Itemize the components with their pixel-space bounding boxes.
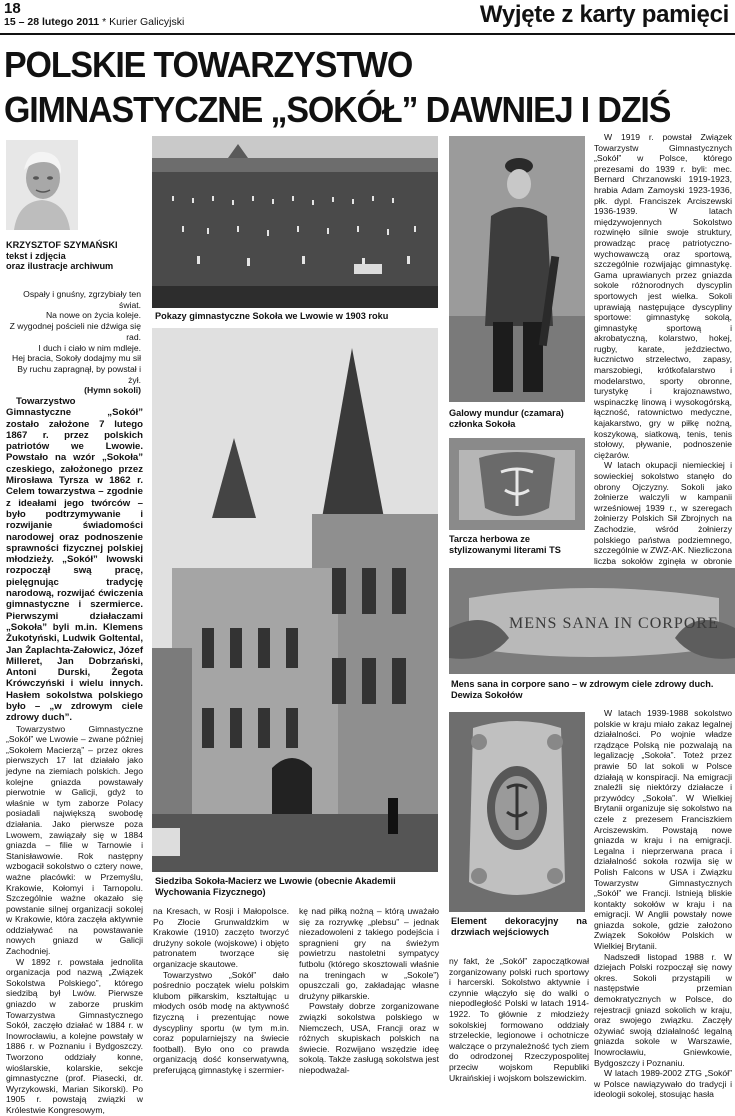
paper-name: Kurier Galicyjski (109, 16, 185, 28)
column-3 (299, 906, 439, 1102)
poem-line: świat. (119, 299, 141, 310)
body-paragraph: W 1919 r. powstał Związek Towarzystw Gimnastycznych „Sokół” w Polsce, którego prezesami do 1939 r. byli: mec. Bernard Chrzanowski 1919-1923, hrabia Adam Zamoyski 1923-1936, płk. dypl. Franciszek Arciszewski 1936-1939. W latach międzywojennych Sokolstwo rozwinęło silnie swoje struktury, prowadząc pracę patriotyczno-wychowawczą oraz sportową, szczególnie rozwijając gimnastykę. Gama uprawianych przez gniazda sokole różnorodnych dyscyplin sportowych jest wielka. Sokoli uprawiają następujące dyscypliny sportowe: gimnastykę sokolą, gimnastykę sportową i akrobatyczną, kolarstwo, hokej, rugby, karate, jeździectwo, łucznictwo strzelectwo, zapasy, marszobiegi, krótkofalarstwo i modelarstwo, sporty obronne, turystykę i krajoznawstwo, wspinaczkę linową i wysokogórską, łączność, ratownictwo medyczne, kajakarstwo, gry w piłkę nożną, koszykową, siatkową, tenis, tenis stołowy, pływanie, podnoszenie ciężarów. (594, 132, 732, 460)
headline (4, 42, 681, 132)
date-text: 15 – 28 lutego 2011 (4, 16, 100, 28)
motto-inscription: MENS SANA IN CORPORE (509, 615, 719, 632)
caption-motto-stone: Mens sana in corpore sano – w zdrowym ciele zdrowy duch. Dewiza Sokołów (451, 679, 714, 700)
photo-gymnastics-show (152, 136, 438, 308)
author-photo (6, 140, 78, 230)
photo-coat-of-arms (449, 438, 585, 530)
caption-gymnastics-show: Pokazy gimnastyczne Sokoła we Lwowie w 1903 roku (155, 311, 389, 321)
issue-date (4, 16, 184, 28)
header-rule (0, 33, 735, 35)
photo-headquarters (152, 328, 438, 872)
headline-line2: GIMNASTYCZNE „SOKÓŁ” DAWNIEJ I DZIŚ (4, 89, 671, 130)
column-2 (153, 906, 289, 1102)
body-paragraph: ny fakt, że „Sokół” zapoczątkował zorganizowany polski ruch sportowy i harcerski. Sokolstwo aktywnie i czynnie włączyło się do walki o niepodległość Polski w latach 1914-1922. To głównie z młodzieży sokolskiej formowano oddziały strzeleckie, legionowe i ochotnicze walczące o przynależność tych ziem do odrodzonej Rzeczypospolitej przeciw wojskom Republiki Ukraińskiej i wojskom bolszewickim. (449, 956, 589, 1083)
caption-coat-of-arms: Tarcza herbowa ze stylizowanymi literami TS (449, 534, 561, 555)
section-title: Wyjęte z karty pamięci (479, 1, 729, 28)
body-paragraph: Towarzystwo Gimnastyczne „Sokół” we Lwowie – zwane później „Sokołem Macierzą” – przez okres pierwszych 17 lat działało jako jedyne na ziemiach polskich. Jego kolejne gniazda powstawały pierwotnie w Galicji, gdyż to właśnie w tym zaborze Polacy posiadali największą swobodę działania. Jako pierwsze poza Lwowem, zawiązały się w 1884 gniazda – filie w Tarnowie i Stanisławowie. Rok następny wzbogacił sokolstwo o cztery nowe, ważne placówki: w Przemyślu, Krakowie, Kołomyi i Tarnopolu. Szczególnie ważne okazało się powstanie silnej organizacji sokolej w Krakowie, która zaczęła aktywnie oddziaływać na powstawanie nowych gniazd w Galicji Zachodniej. (6, 723, 143, 957)
body-paragraph: na Kresach, w Rosji i Małopolsce. Po Złocie Grunwaldzkim w Krakowie (1910) zaczęto tworzyć drużyny sokole (wojskowe) i objęto patronatem tworzące się organizacje skautowe. (153, 906, 289, 969)
page-number: 18 (4, 0, 21, 17)
poem-source: (Hymn sokoli) (84, 385, 141, 396)
body-paragraph: kę nad piłką nożną – którą uważało się za rozrywkę „plebsu” – jednak niezadowoleni z takiego podejścia i spragnieni gry na świeżym powietrzu nastoletni sympatycy futbolu (którego skosztowali właśnie na treningach w „Sokole”) opuszczali go, zakładając własne drużyny piłkarskie. (299, 906, 439, 1001)
body-paragraph: W latach 1939-1988 sokolstwo polskie w kraju miało zakaz legalnej działalności. Po wojnie władze rządzące Polską nie pozwalają na legalizację „Sokoła”. Toteż przez prawie 50 lat sokoli w Polsce działają w konspiracji. Na emigracji znaleźli się niektórzy działacze i przywódcy „Sokoła”. W Wielkiej Brytanii organizuje się sokolstwo na czele z prezesem Franciszkiem Arciszewskim. Powstają nowe gniazda w kraju i na emigracji. Legalna i nieprzerwana praca i działalność sokoła rozwija się w Polish Falcons w USA i Związku Towarzystw Gimnastycznych „Sokół” we Francji. Istnieją bliskie kontakty sokołów w kraju i na emigracji. W Anglii powstały nowe gniazda sokole, gdzie założono Związek Sokołów Polskich w Wielkiej Brytanii. (594, 708, 732, 952)
body-paragraph: W latach okupacji niemieckiej i sowieckiej sokolstwo stanęło do obrony Ojczyzny. Sokoli jako żołnierze walczyli w kampanii wrześniowej 1939 r., w szeregach żołnierzy Polskich Sił Zbrojnych na Zachodzie, wśród żołnierzy polskiego państwa podziemnego, szczególnie w ZWZ-AK. Niezliczona liczba sokołów zginęła w obronie (594, 460, 732, 566)
caption-headquarters: Siedziba Sokoła-Macierz we Lwowie (obecnie Akademii Wychowania Fizycznego) (155, 876, 396, 897)
body-paragraph: Towarzystwo „Sokół” dało pośrednio początek wielu polskim klubom piłkarskim, kształtując u młodych osób modę na aktywność fizyczną i prezentując nowe dyscypliny sportu (w tym m.in. coraz popularniejszy na świecie football). Było ono co prawda organizacją dość konserwatywną, preferującą gimnastykę i szermier- (153, 969, 289, 1075)
poem-line: Z wygodnej pościeli nie dźwiga się rad. (9, 321, 141, 342)
column-5-top (594, 132, 732, 564)
body-paragraph: W latach 1989-2002 ZTG „Sokół” w Polsce nawiązywało do tradycji i ideologii sokolej, stosując hasła (594, 1068, 732, 1100)
photo-door-ornament (449, 712, 585, 912)
author-role-2: oraz ilustracje archiwum (6, 261, 114, 272)
poem-line: By ruchu zapragnął, by powstał i żył. (17, 363, 141, 385)
author-name: KRZYSZTOF SZYMAŃSKI (6, 240, 118, 250)
column-1 (6, 396, 144, 1115)
body-paragraph: W 1892 r. powstała jednolita organizacja pod nazwą „Związek Sokolstwa Polskiego”, którego siedzibą był Lwów. Pierwsze gniazdo w zaborze pruskim Towarzystwa Gimnastycznego Sokół, zaczęło działać w 1884 r. w Inowrocławiu, a kolejne powstały w 1886 r. w Poznaniu i Bydgoszczy. Tworzono oddziały konne, wioślarskie, kolarskie, sekcje gimnastyczne (prof. Piasecki, dr. Wyrzykowski, Marian Sikorski). Po 1905 r. powstają związki w Królestwie Kongresowym, (6, 956, 143, 1115)
caption-door-ornament: Element dekoracyjny na drzwiach wejściowych (451, 916, 587, 937)
column-5-bottom (594, 708, 732, 1102)
separator: * (99, 16, 110, 28)
poem (6, 289, 141, 396)
column-4 (449, 956, 589, 1102)
photo-uniform (449, 136, 585, 402)
poem-line: I duch i ciało w nim mdleje. (38, 342, 141, 353)
poem-line: Ospały i gnuśny, zgrzybiały ten (23, 289, 141, 299)
author-role: tekst i zdjęcia (6, 250, 66, 261)
body-paragraph: Powstały dobrze zorganizowane związki sokolstwa polskiego w Niemczech, USA, Francji oraz w różnych skupiskach polskich na świecie. Rozwijano wszędzie ideę sokolą. Także zasługą sokolstwa jest niepodważal- (299, 1001, 439, 1075)
photo-motto-stone (449, 568, 735, 674)
caption-uniform: Galowy mundur (czamara) członka Sokoła (449, 408, 564, 429)
headline-line1: POLSKIE TOWARZYSTWO (4, 44, 413, 85)
poem-line: Na nowe on życia koleje. (45, 310, 141, 321)
lead-paragraph: Towarzystwo Gimnastyczne „Sokół” zostało założone 7 lutego 1867 r. przez polskich patriotów we Lwowie. Powstało na wzór „Sokoła” czeskiego, założonego przez Mirosława Tyrsza w 1862 r. Celem towarzystwa – zgodnie z ideałami jego twórców – było podtrzymywanie i rozwijanie świadomości narodowej oraz podnoszenie sprawności fizycznej polskiej młodzieży. „Sokół” lwowski rozpoczął swą pracę, pielęgnując tradycję narodową, rozwijać ćwiczenia gimnastyczne i szermierce. Pierwszymi działaczami „Sokoła” byli m.in. Klemens Żukotyński, Ludwik Goltental, Jan Żaplachta-Załowicz, Józef Milleret, Jan Dobrzański, Antoni Durski, Żegota Krówczyński i wielu innych. Hasłem sokolstwa polskiego było – „w zdrowym ciele zdrowy duch”. (6, 396, 144, 724)
body-paragraph: Nadszedł listopad 1988 r. W dziejach Polski rozpoczął się nowy okres. Sokoli przystąpili w następstwie przemian demokratycznych w Polsce, do rejestracji gniazd sokolich w kraju, oraz swojego związku. Zaczęły ożywiać swoją działalność legalną gniazda sokole w Warszawie, Inowrocławiu, Gniewkowie, Bydgoszczy i Poznaniu. (594, 951, 732, 1068)
author-credit (6, 240, 146, 272)
poem-line: Hej bracia, Sokoły dodajmy mu sił (12, 353, 141, 364)
